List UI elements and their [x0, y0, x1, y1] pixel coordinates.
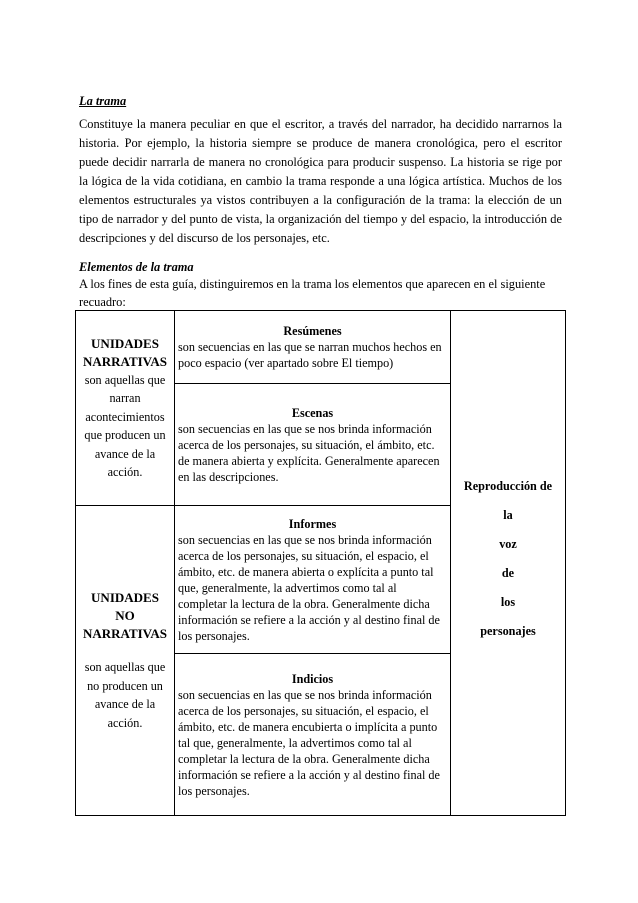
plot-elements-table: [75, 310, 566, 816]
section-intro: A los fines de esta guía, distinguiremos en la trama los elementos que aparecen en el siguiente recuadro:: [79, 277, 546, 309]
segment-text: son secuencias en las que se nos brinda información acerca de los personajes, su situación, el ámbito, etc. de manera abierta y explícita. Generalmente aparecen en las descripciones.: [178, 421, 440, 484]
segment-title: Escenas: [291, 405, 334, 420]
segment-indicios: [175, 654, 451, 816]
segment-text: son secuencias en las que se nos brinda información acerca de los personajes, su situación, el espacio, el ámbito, etc. de manera abierta o explícita a punto tal que, generalmente, la advertimos como tal al completar la lectura de la obra. Generalmente dicha información se refiere a la acción y al destino final de los personajes.: [178, 532, 440, 643]
reproduction-cell: [451, 311, 566, 816]
segment-title: Resúmenes: [283, 324, 342, 338]
reproduction-word: voz: [499, 537, 517, 551]
narrative-units-title-2: NARRATIVAS: [82, 353, 168, 369]
document-body: [79, 92, 562, 311]
non-narrative-units-title-3: NARRATIVAS: [82, 626, 168, 641]
segment-text: son secuencias en las que se narran muchos hechos en poco espacio (ver apartado sobre El tiempo): [178, 340, 442, 370]
narrative-units-title-1: UNIDADES: [91, 335, 159, 351]
segment-resumenes: [175, 311, 451, 384]
segment-title: Indicios: [291, 671, 334, 686]
segment-text: son secuencias en las que se nos brinda información acerca de los personajes, su situación, el espacio, el ámbito, etc. de manera encubierta o implícita a punto tal que, generalmente, la advertimos como tal al completar la lectura de la obra. Generalmente dicha información se refiere a la acción y al destino final de los personajes.: [178, 687, 440, 798]
reproduction-word: la: [503, 508, 513, 522]
segment-title: Informes: [288, 516, 337, 531]
reproduction-word: Reproducción de: [463, 479, 553, 493]
narrative-units-description: son aquellas que narran acontecimientos que producen un avance de la acción.: [84, 372, 166, 479]
narrative-units-cell: [76, 311, 175, 506]
non-narrative-units-title-1: UNIDADES: [91, 590, 159, 605]
reproduction-word: personajes: [480, 624, 536, 638]
segment-escenas: [175, 384, 451, 506]
non-narrative-units-cell: [76, 506, 175, 816]
section-title: Elementos de la trama: [79, 260, 194, 274]
segment-informes: [175, 506, 451, 654]
heading-la-trama: La trama: [79, 94, 127, 108]
intro-paragraph: Constituye la manera peculiar en que el escritor, a través del narrador, ha decidido narrarnos la historia. Por ejemplo, la historia siempre se produce de manera cronológica, pero el escritor puede decidir narrarla de manera no cronológica para producir suspenso. La historia se rige por la lógica de la vida cotidiana, en cambio la trama responde a una lógica artística. Muchos de los elementos estructurales ya vistos contribuyen a la configuración de la trama: la elección de un tipo de narrador y del punto de vista, la organización del tiempo y del espacio, la introducción de descripciones y del discurso de los personajes, etc.: [79, 117, 562, 245]
non-narrative-units-title-2: NO: [115, 608, 135, 623]
non-narrative-units-description: son aquellas que no producen un avance de la acción.: [84, 660, 166, 730]
reproduction-word: de: [501, 566, 515, 580]
reproduction-word: los: [500, 595, 516, 609]
